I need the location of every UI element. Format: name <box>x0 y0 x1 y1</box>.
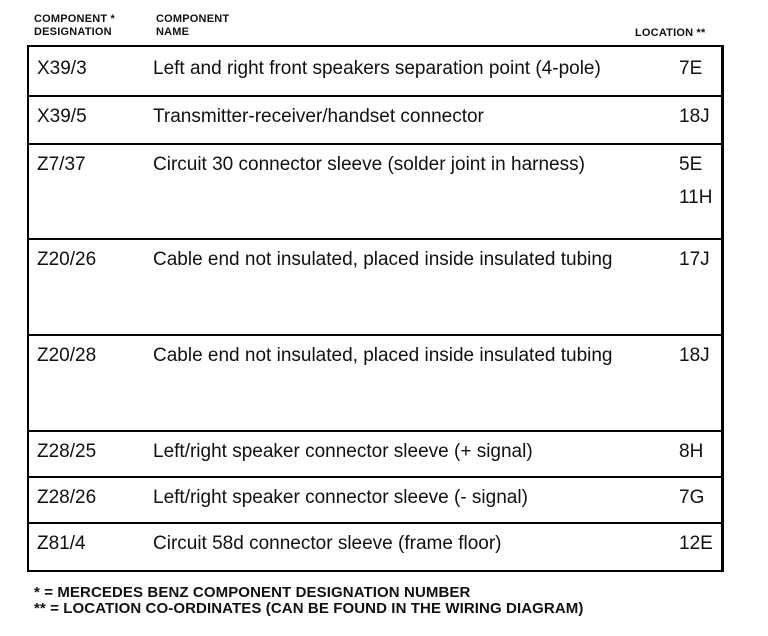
location-cell <box>679 100 710 133</box>
component-name-cell: Circuit 58d connector sleeve (frame floor) <box>153 533 502 554</box>
location-cell <box>679 527 713 560</box>
table-row <box>29 238 721 334</box>
designation-cell: Z20/26 <box>37 249 97 270</box>
location-cell <box>679 148 712 214</box>
footnote-location: ** = LOCATION CO-ORDINATES (CAN BE FOUND IN THE WIRING DIAGRAM) <box>34 600 584 617</box>
location-value: 18J <box>679 345 710 366</box>
location-cell <box>679 339 710 372</box>
table-row <box>29 430 721 476</box>
table-row <box>29 476 721 522</box>
location-value: 12E <box>679 533 713 554</box>
component-name-cell: Transmitter-receiver/handset connector <box>153 106 484 127</box>
designation-cell: X39/3 <box>37 58 87 79</box>
location-value: 11H <box>679 187 713 208</box>
table-row <box>29 334 721 430</box>
component-name-cell: Cable end not insulated, placed inside insulated tubing <box>153 249 613 270</box>
table-row <box>29 95 721 143</box>
table-row <box>29 47 721 95</box>
header-designation-line2: DESIGNATION <box>34 26 112 38</box>
designation-cell: Z7/37 <box>37 154 86 175</box>
location-value: 8H <box>679 441 704 462</box>
location-cell <box>679 481 704 514</box>
designation-cell: X39/5 <box>37 106 87 127</box>
header-designation <box>34 13 154 39</box>
location-value: 7E <box>679 58 703 79</box>
location-value: 18J <box>679 106 710 127</box>
location-value: 17J <box>679 249 710 270</box>
header-name <box>156 13 356 39</box>
component-name-cell: Left/right speaker connector sleeve (+ signal) <box>153 441 533 462</box>
designation-cell: Z28/25 <box>37 441 97 462</box>
location-value: 5E <box>679 154 703 175</box>
designation-cell: Z81/4 <box>37 533 86 554</box>
component-name-cell: Cable end not insulated, placed inside insulated tubing <box>153 345 613 366</box>
designation-cell: Z20/28 <box>37 345 97 366</box>
table-row <box>29 143 721 238</box>
location-cell <box>679 52 702 85</box>
component-name-cell: Circuit 30 connector sleeve (solder joint in harness) <box>153 154 585 175</box>
header-name-line1: COMPONENT <box>156 13 230 25</box>
header-location: LOCATION ** <box>635 27 706 39</box>
component-name-cell: Left/right speaker connector sleeve (- signal) <box>153 487 528 508</box>
table-row <box>29 522 721 570</box>
location-value: 7G <box>679 487 705 508</box>
component-name-cell: Left and right front speakers separation point (4-pole) <box>153 58 601 79</box>
footnote-designation: * = MERCEDES BENZ COMPONENT DESIGNATION NUMBER <box>34 584 471 601</box>
location-cell <box>679 435 703 468</box>
location-cell <box>679 243 710 276</box>
designation-cell: Z28/26 <box>37 487 97 508</box>
component-table <box>27 45 724 572</box>
header-designation-line1: COMPONENT * <box>34 13 116 25</box>
header-name-line2: NAME <box>156 26 190 38</box>
